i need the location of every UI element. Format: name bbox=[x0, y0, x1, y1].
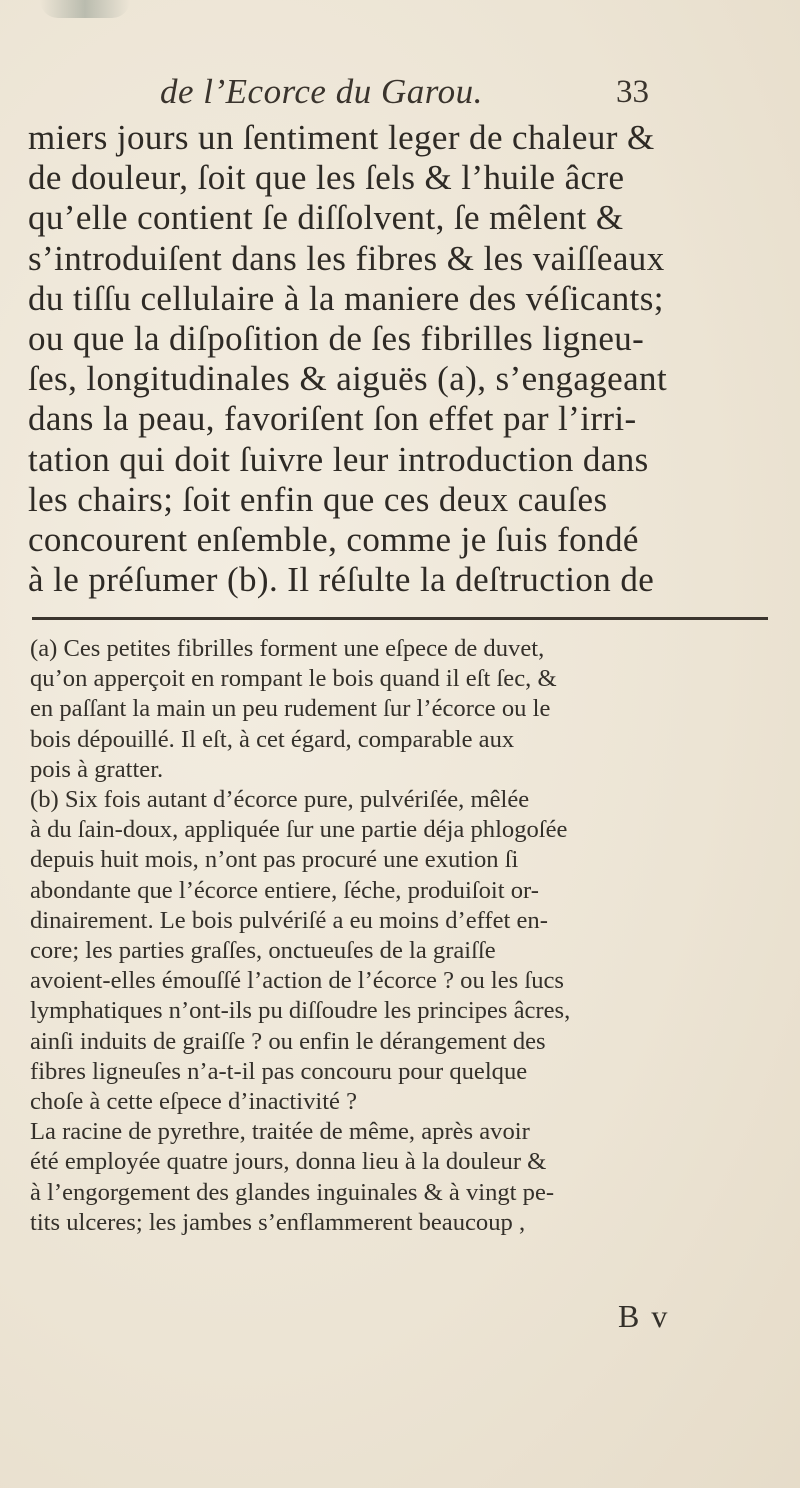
note-line: (a) Ces petites fibrilles forment une eſpece de duvet, bbox=[30, 635, 545, 662]
note-line: abondante que l’écorce entiere, ſéche, produiſoit or- bbox=[30, 876, 539, 904]
text-line: à le préſumer (b). Il réſulte la deſtruction de bbox=[28, 560, 655, 600]
text-line: de douleur, ſoit que les ſels & l’huile âcre bbox=[28, 158, 625, 198]
note-line: La racine de pyrethre, traitée de même, après avoir bbox=[30, 1118, 530, 1146]
text-line: tation qui doit ſuivre leur introduction dans bbox=[28, 439, 649, 479]
note-line: bois dépouillé. Il eſt, à cet égard, comparable aux bbox=[30, 725, 515, 753]
running-head: de l’Ecorce du Garou. bbox=[160, 72, 483, 111]
note-line: depuis huit mois, n’ont pas procuré une exution ſi bbox=[30, 846, 519, 874]
text-line: qu’elle contient ſe diſſolvent, ſe mêlent & bbox=[28, 198, 624, 238]
text-line: s’introduiſent dans les fibres & les vaiſſeaux bbox=[28, 238, 665, 278]
text-line: ſes, longitudinales & aiguës (a), s’engageant bbox=[28, 359, 668, 399]
text-line: ou que la diſpoſition de ſes fibrilles ligneu- bbox=[28, 319, 645, 359]
note-line: dinairement. Le bois pulvériſé a eu moins d’effet en- bbox=[30, 906, 548, 934]
note-line: à du ſain-doux, appliquée ſur une partie déja phlogoſée bbox=[30, 816, 568, 844]
text-line: miers jours un ſentiment leger de chaleur & bbox=[28, 118, 655, 157]
note-line: tits ulceres; les jambes s’enflammerent beaucoup , bbox=[30, 1208, 526, 1236]
footnotes bbox=[30, 634, 780, 1238]
text-line: du tiſſu cellulaire à la maniere des véſicants; bbox=[28, 278, 664, 318]
note-line: (b) Six fois autant d’écorce pure, pulvériſée, mêlée bbox=[30, 786, 530, 814]
note-line: à l’engorgement des glandes inguinales & à vingt pe- bbox=[30, 1178, 555, 1206]
page-number: 33 bbox=[616, 74, 649, 110]
note-line: pois à gratter. bbox=[30, 755, 164, 783]
note-line: qu’on apperçoit en rompant le bois quand il eſt ſec, & bbox=[30, 665, 557, 693]
note-line: fibres ligneuſes n’a-t-il pas concouru pour quelque bbox=[30, 1057, 528, 1085]
note-line: été employée quatre jours, donna lieu à la douleur & bbox=[30, 1148, 547, 1176]
note-line: en paſſant la main un peu rudement ſur l’écorce ou le bbox=[30, 695, 551, 723]
page-header bbox=[0, 72, 800, 112]
footnote-rule bbox=[32, 617, 768, 620]
note-line: choſe à cette eſpece d’inactivité ? bbox=[30, 1088, 358, 1116]
paper-stain bbox=[40, 0, 130, 18]
signature-mark: B v bbox=[618, 1298, 670, 1334]
main-text bbox=[28, 118, 773, 600]
note-line: avoient-elles émouſſé l’action de l’écorce ? ou les ſucs bbox=[30, 967, 565, 995]
note-line: core; les parties graſſes, onctueuſes de la graiſſe bbox=[30, 937, 496, 965]
note-line: lymphatiques n’ont-ils pu diſſoudre les principes âcres, bbox=[30, 997, 571, 1025]
text-line: concourent enſemble, comme je ſuis fondé bbox=[28, 520, 639, 560]
text-line: dans la peau, favoriſent ſon effet par l’irri- bbox=[28, 399, 637, 439]
text-line: les chairs; ſoit enfin que ces deux cauſes bbox=[28, 479, 608, 519]
note-line: ainſi induits de graiſſe ? ou enfin le dérangement des bbox=[30, 1027, 546, 1055]
